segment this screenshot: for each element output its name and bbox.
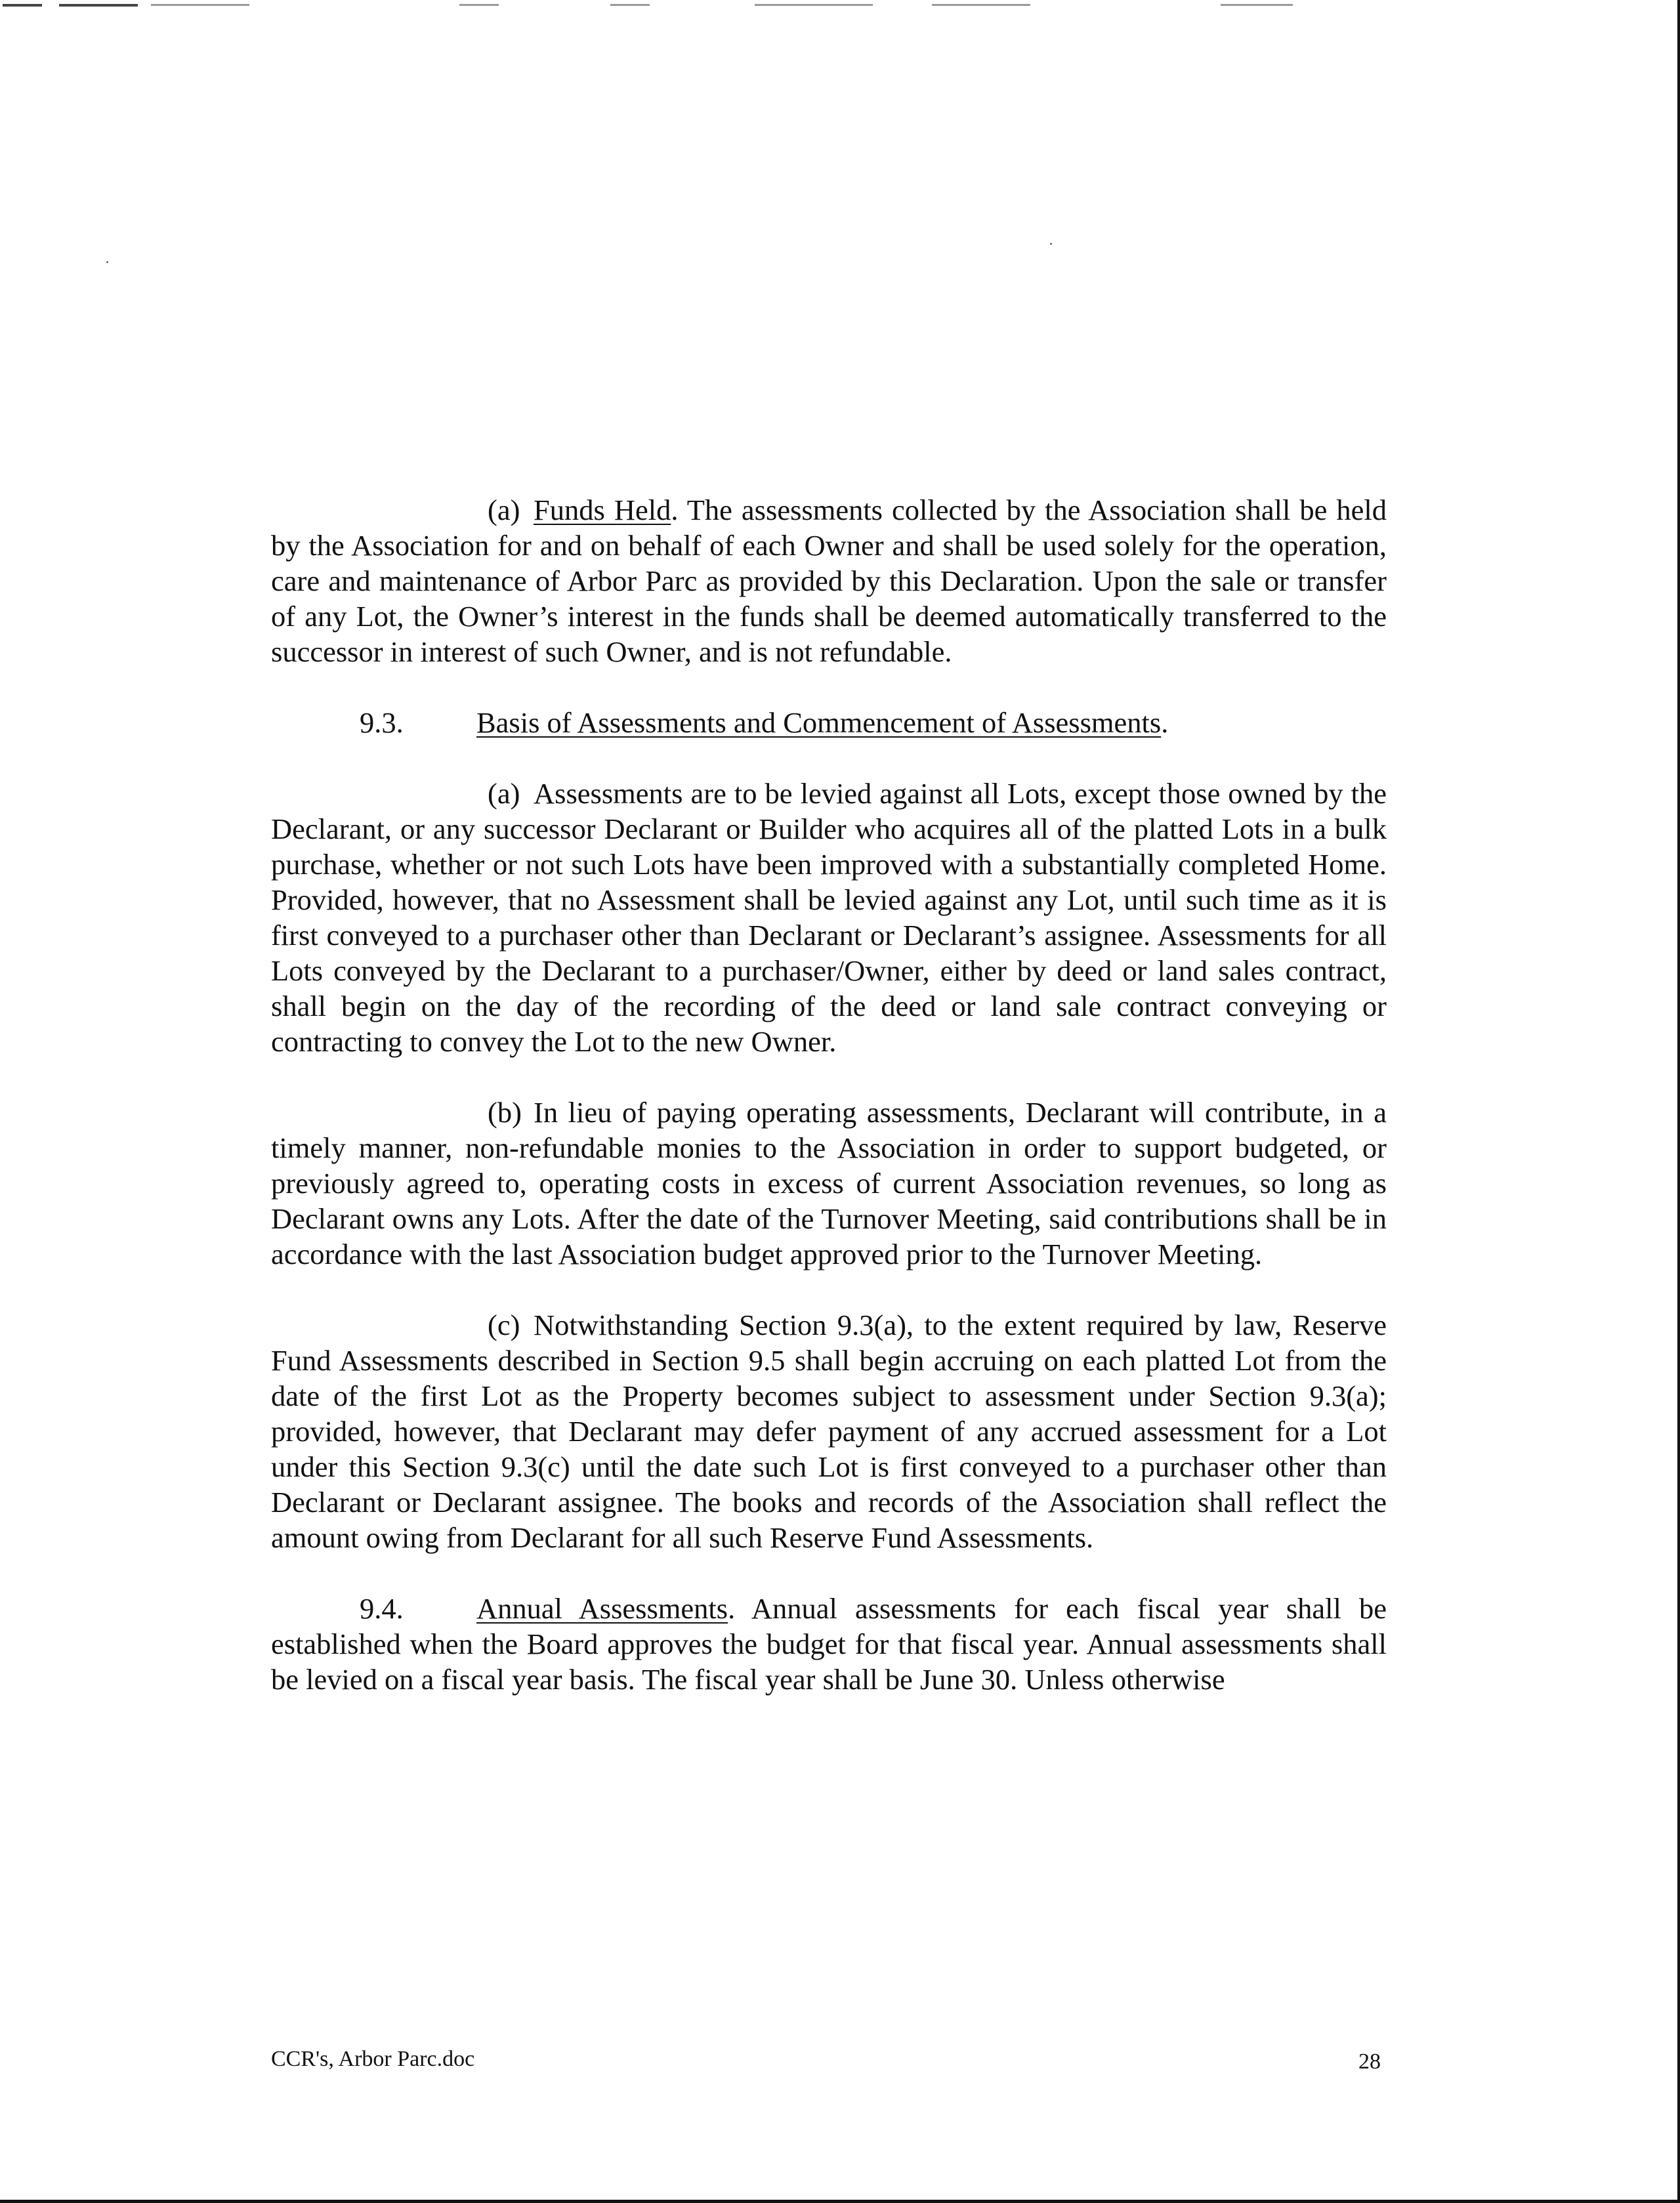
section-title: Annual Assessments xyxy=(476,1592,728,1625)
footer-filename: CCR's, Arbor Parc.doc xyxy=(271,2047,475,2071)
paragraph-funds-held xyxy=(271,492,1387,669)
section-heading-9-3 xyxy=(271,705,1387,740)
page-number: 28 xyxy=(1358,2049,1381,2074)
section-title: Basis of Assessments and Commencement of Assessments xyxy=(476,706,1162,739)
document-body xyxy=(271,492,1387,1697)
section-9-4 xyxy=(271,1591,1387,1697)
paragraph-text: . Annual assessments for each fiscal year shall be established when the Board approves the budget for that fiscal year. Annual assessments shall be levied on a fiscal year basis. The fiscal year shall be June 30. Unless otherwise xyxy=(271,1592,1387,1696)
paragraph-enum: (a) xyxy=(488,777,520,810)
paragraph-enum: (b) xyxy=(488,1096,522,1129)
scan-speck xyxy=(1050,243,1052,245)
paragraph-9-3-a xyxy=(271,776,1387,1059)
scan-artifact-top xyxy=(0,0,1680,13)
paragraph-enum: (c) xyxy=(488,1309,520,1341)
section-number: 9.3. xyxy=(360,706,404,739)
paragraph-text: Assessments are to be levied against all Lots, except those owned by the Declarant, or any successor Declarant or Builder who acquires all of the platted Lots in a bulk purchase, whether or not such Lots have been improved with a substantially completed Home. Provided, however, that no Assessment shall be levied against any Lot, until such time as it is first conveyed to a purchaser other than Declarant or Declarant’s assignee. Assessments for all Lots conveyed by the Declarant to a purchaser/Owner, either by deed or land sales contract, shall begin on the day of the recording of the deed or land sale contract conveying or contracting to convey the Lot to the new Owner. xyxy=(271,777,1387,1058)
section-title-punct: . xyxy=(1161,706,1169,739)
paragraph-text: . The assessments collected by the Association shall be held by the Association for and on behalf of each Owner and shall be used solely for the operation, care and maintenance of Arbor Parc as provided by this Declaration. Upon the sale or transfer of any Lot, the Owner’s interest in the funds shall be deemed automatically transferred to the successor in interest of such Owner, and is not refundable. xyxy=(271,493,1387,668)
paragraph-9-3-c xyxy=(271,1307,1387,1555)
scan-edge-right xyxy=(1677,0,1680,2203)
section-number: 9.4. xyxy=(360,1592,404,1625)
paragraph-heading: Funds Held xyxy=(534,493,671,526)
paragraph-enum: (a) xyxy=(488,493,520,526)
paragraph-text: Notwithstanding Section 9.3(a), to the extent required by law, Reserve Fund Assessments described in Section 9.5 shall begin accruing on each platted Lot from the date of the first Lot as the Property becomes subject to assessment under Section 9.3(a); provided, however, that Declarant may defer payment of any accrued assessment for a Lot under this Section 9.3(c) until the date such Lot is first conveyed to a purchaser other than Declarant or Declarant assignee. The books and records of the Association shall reflect the amount owing from Declarant for all such Reserve Fund Assessments. xyxy=(271,1309,1387,1554)
paragraph-9-3-b xyxy=(271,1095,1387,1272)
scan-speck xyxy=(106,261,108,263)
paragraph-text: In lieu of paying operating assessments, Declarant will contribute, in a timely manner, non-refundable monies to the Association in order to support budgeted, or previously agreed to, operating costs in excess of current Association revenues, so long as Declarant owns any Lots. After the date of the Turnover Meeting, said contributions shall be in accordance with the last Association budget approved prior to the Turnover Meeting. xyxy=(271,1096,1387,1270)
scan-edge-bottom xyxy=(0,2200,1680,2203)
